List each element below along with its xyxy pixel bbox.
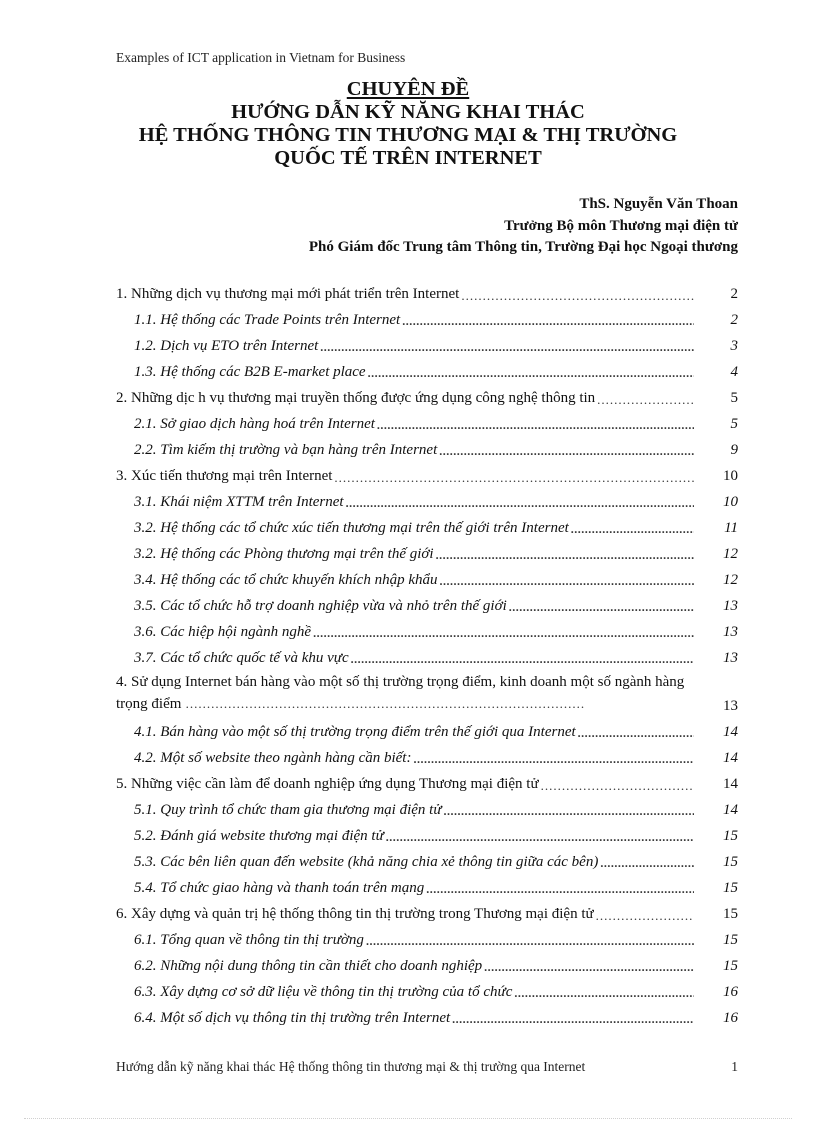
title-block: [0, 78, 816, 170]
toc-entry-text: [134, 750, 694, 767]
toc-leader-dots: ..............................................................................................: [181, 696, 586, 711]
toc-entry-label: 6.4. Một số dịch vụ thông tin thị trường trên Internet: [134, 1010, 451, 1026]
toc-entry-page: 13: [723, 624, 738, 640]
toc-entry-text: [134, 572, 694, 589]
toc-entry-label: 4.2. Một số website theo ngành hàng cần biết:: [134, 750, 412, 766]
toc-leader-dots: [444, 804, 694, 819]
title-line-4: QUỐC TẾ TRÊN INTERNET: [274, 147, 542, 169]
toc-entry-text: [134, 932, 694, 949]
toc-entry-label: 5. Những việc cần làm để doanh nghiệp ứng dụng Thương mại điện tử: [116, 776, 539, 792]
toc-subsection[interactable]: [116, 410, 738, 436]
table-of-contents: [116, 280, 738, 1030]
toc-entry-text: [116, 468, 694, 485]
toc-entry-page: 12: [723, 546, 738, 562]
toc-entry-text: [134, 650, 694, 667]
toc-subsection[interactable]: [116, 488, 738, 514]
toc-subsection[interactable]: [116, 436, 738, 462]
toc-entry-text: [134, 984, 694, 1001]
toc-leader-dots: [597, 392, 694, 407]
toc-entry-page: 4: [730, 364, 738, 380]
toc-entry-text: [116, 776, 694, 793]
toc-entry-text: [116, 286, 694, 303]
toc-leader-dots: [351, 652, 694, 667]
toc-entry-label: 3.6. Các hiệp hội ngành nghề: [134, 624, 312, 640]
toc-entry-label: 3.4. Hệ thống các tổ chức khuyến khích nhập khẩu: [134, 572, 438, 588]
toc-leader-dots: [541, 778, 694, 793]
toc-entry-text: [134, 364, 694, 381]
toc-entry-page: 15: [723, 958, 738, 974]
toc-entry-page: 15: [723, 880, 738, 896]
toc-entry-page: 12: [723, 572, 738, 588]
toc-entry-label: 5.2. Đánh giá website thương mại điện tử: [134, 828, 384, 844]
toc-entry-label: 4. Sử dụng Internet bán hàng vào một số thị trường trọng điểm, kinh doanh một số ngành hàng trọng điểm: [116, 674, 685, 712]
toc-entry-text: [134, 624, 694, 641]
toc-entry-page: 13: [723, 698, 738, 714]
toc-entry-text: [134, 880, 694, 897]
toc-section[interactable]: [116, 900, 738, 926]
toc-entry-label: 2.1. Sở giao dịch hàng hoá trên Internet: [134, 416, 375, 432]
footer-page-number: 1: [731, 1059, 738, 1074]
toc-subsection[interactable]: [116, 566, 738, 592]
toc-leader-dots: [440, 574, 694, 589]
toc-subsection[interactable]: [116, 1004, 738, 1030]
title-line-2: HƯỚNG DẪN KỸ NĂNG KHAI THÁC: [231, 101, 585, 123]
toc-leader-dots: [439, 444, 694, 459]
footer-text: Hướng dẫn kỹ năng khai thác Hệ thống thông tin thương mại & thị trường qua Internet: [116, 1059, 586, 1074]
toc-section[interactable]: [116, 770, 738, 796]
toc-leader-dots: [596, 908, 694, 923]
toc-entry-label: 3.2. Hệ thống các tổ chức xúc tiến thương mại trên thế giới trên Internet: [134, 520, 569, 536]
toc-leader-dots: [320, 340, 694, 355]
toc-entry-page: 15: [723, 932, 738, 948]
toc-leader-dots: [509, 600, 694, 615]
toc-entry-text: [134, 598, 694, 615]
toc-entry-text: [134, 416, 694, 433]
toc-entry-label: 2. Những dịc h vụ thương mại truyền thống được ứng dụng công nghệ thông tin: [116, 390, 596, 406]
toc-subsection[interactable]: [116, 306, 738, 332]
toc-leader-dots: [600, 856, 694, 871]
toc-entry-page: 15: [723, 854, 738, 870]
toc-subsection[interactable]: [116, 952, 738, 978]
toc-entry-label: 2.2. Tìm kiếm thị trường và bạn hàng trên Internet: [134, 442, 438, 458]
toc-subsection[interactable]: [116, 618, 738, 644]
toc-leader-dots: [377, 418, 694, 433]
toc-leader-dots: [368, 366, 694, 381]
toc-entry-text: [116, 906, 694, 923]
toc-subsection[interactable]: [116, 540, 738, 566]
toc-entry-page: 15: [723, 906, 738, 922]
toc-subsection[interactable]: [116, 592, 738, 618]
toc-leader-dots: [436, 548, 694, 563]
toc-entry-label: 1.3. Hệ thống các B2B E-market place: [134, 364, 366, 380]
toc-leader-dots: [461, 288, 694, 303]
toc-subsection[interactable]: [116, 926, 738, 952]
toc-entry-page: 3: [730, 338, 738, 354]
toc-leader-dots: [386, 830, 694, 845]
toc-entry-page: 14: [723, 802, 738, 818]
toc-subsection[interactable]: [116, 848, 738, 874]
toc-subsection[interactable]: [116, 822, 738, 848]
toc-leader-dots: [452, 1012, 694, 1027]
toc-entry-label: 5.4. Tổ chức giao hàng và thanh toán trên mạng: [134, 880, 425, 896]
toc-entry-text: [134, 724, 694, 741]
toc-entry-text: [134, 958, 694, 975]
author-name: ThS. Nguyễn Văn Thoan: [579, 196, 738, 212]
toc-entry-page: 2: [730, 312, 738, 328]
toc-entry-label: 3.2. Hệ thống các Phòng thương mại trên thế giới: [134, 546, 434, 562]
toc-leader-dots: [413, 752, 694, 767]
toc-section[interactable]: [116, 280, 738, 306]
toc-subsection[interactable]: [116, 718, 738, 744]
toc-entry-page: 2: [730, 286, 738, 302]
page-bottom-rule: [24, 1118, 792, 1119]
toc-entry-page: 10: [723, 468, 738, 484]
toc-entry-page: 14: [723, 750, 738, 766]
toc-entry-text: [134, 520, 694, 537]
toc-entry-page: 14: [723, 724, 738, 740]
toc-entry-page: 5: [730, 390, 738, 406]
toc-entry-label: 6.3. Xây dựng cơ sở dữ liệu về thông tin thị trường của tổ chức: [134, 984, 513, 1000]
toc-entry-page: 10: [723, 494, 738, 510]
toc-entry-page: 16: [723, 984, 738, 1000]
toc-leader-dots: [346, 496, 694, 511]
toc-leader-dots: [334, 470, 694, 485]
toc-entry-text: [116, 390, 694, 407]
toc-entry-page: 13: [723, 650, 738, 666]
toc-entry-page: 14: [723, 776, 738, 792]
author-position-1: Trưởng Bộ môn Thương mại điện tử: [504, 217, 738, 234]
toc-entry-text: [134, 312, 694, 329]
toc-entry-page: 13: [723, 598, 738, 614]
toc-leader-dots: [571, 522, 694, 537]
toc-leader-dots: [578, 726, 694, 741]
toc-leader-dots: [313, 626, 694, 641]
toc-subsection[interactable]: [116, 332, 738, 358]
toc-entry-text: [134, 1010, 694, 1027]
running-footer: [116, 1059, 738, 1075]
toc-entry-label: 6.1. Tổng quan về thông tin thị trường: [134, 932, 364, 948]
toc-entry-page: 11: [724, 520, 738, 536]
toc-subsection[interactable]: [116, 874, 738, 900]
toc-leader-dots: [426, 882, 694, 897]
toc-leader-dots: [514, 986, 694, 1001]
toc-entry-text: [134, 494, 694, 511]
toc-entry-text: [134, 442, 694, 459]
title-topic: CHUYÊN ĐỀ: [346, 78, 470, 100]
toc-entry-label: 1. Những dịch vụ thương mại mới phát triển trên Internet: [116, 286, 460, 302]
toc-entry-page: 15: [723, 828, 738, 844]
toc-entry-label: 1.2. Dịch vụ ETO trên Internet: [134, 338, 319, 354]
toc-subsection[interactable]: [116, 514, 738, 540]
toc-entry-text: [134, 546, 694, 563]
toc-entry-label: 5.1. Quy trình tổ chức tham gia thương mại điện tử: [134, 802, 442, 818]
toc-leader-dots: [402, 314, 694, 329]
toc-entry-text: [134, 338, 694, 355]
toc-section[interactable]: [116, 670, 738, 718]
toc-entry-label: 1.1. Hệ thống các Trade Points trên Internet: [134, 312, 401, 328]
toc-subsection[interactable]: [116, 744, 738, 770]
toc-entry-label: 3.7. Các tổ chức quốc tế và khu vực: [134, 650, 349, 666]
running-header: Examples of ICT application in Vietnam for Business: [116, 50, 406, 65]
toc-entry-label: 3.5. Các tổ chức hỗ trợ doanh nghiệp vừa và nhỏ trên thế giới: [134, 598, 507, 614]
toc-leader-dots: [484, 960, 694, 975]
toc-entry-text: [134, 854, 694, 871]
toc-entry-text: [116, 671, 694, 715]
toc-entry-label: 6.2. Những nội dung thông tin cần thiết cho doanh nghiệp: [134, 958, 483, 974]
toc-subsection[interactable]: [116, 796, 738, 822]
toc-subsection[interactable]: [116, 644, 738, 670]
toc-section[interactable]: [116, 462, 738, 488]
toc-subsection[interactable]: [116, 978, 738, 1004]
title-line-3: HỆ THỐNG THÔNG TIN THƯƠNG MẠI & THỊ TRƯỜNG: [138, 124, 678, 146]
toc-subsection[interactable]: [116, 358, 738, 384]
toc-entry-text: [134, 802, 694, 819]
toc-entry-label: 3. Xúc tiến thương mại trên Internet: [116, 468, 333, 484]
toc-section[interactable]: [116, 384, 738, 410]
toc-entry-page: 16: [723, 1010, 738, 1026]
toc-leader-dots: [366, 934, 694, 949]
author-position-2: Phó Giám đốc Trung tâm Thông tin, Trường Đại học Ngoại thương: [308, 239, 738, 255]
toc-entry-label: 4.1. Bán hàng vào một số thị trường trọng điểm trên thế giới qua Internet: [134, 724, 576, 740]
toc-entry-label: 6. Xây dựng và quản trị hệ thống thông tin thị trường trong Thương mại điện tử: [116, 906, 594, 922]
toc-entry-text: [134, 828, 694, 845]
toc-entry-page: 5: [730, 416, 738, 432]
toc-entry-label: 5.3. Các bên liên quan đến website (khả năng chia xẻ thông tin giữa các bên): [134, 854, 599, 870]
author-block: [309, 194, 738, 259]
toc-entry-page: 9: [730, 442, 738, 458]
toc-entry-label: 3.1. Khái niệm XTTM trên Internet: [134, 494, 344, 510]
